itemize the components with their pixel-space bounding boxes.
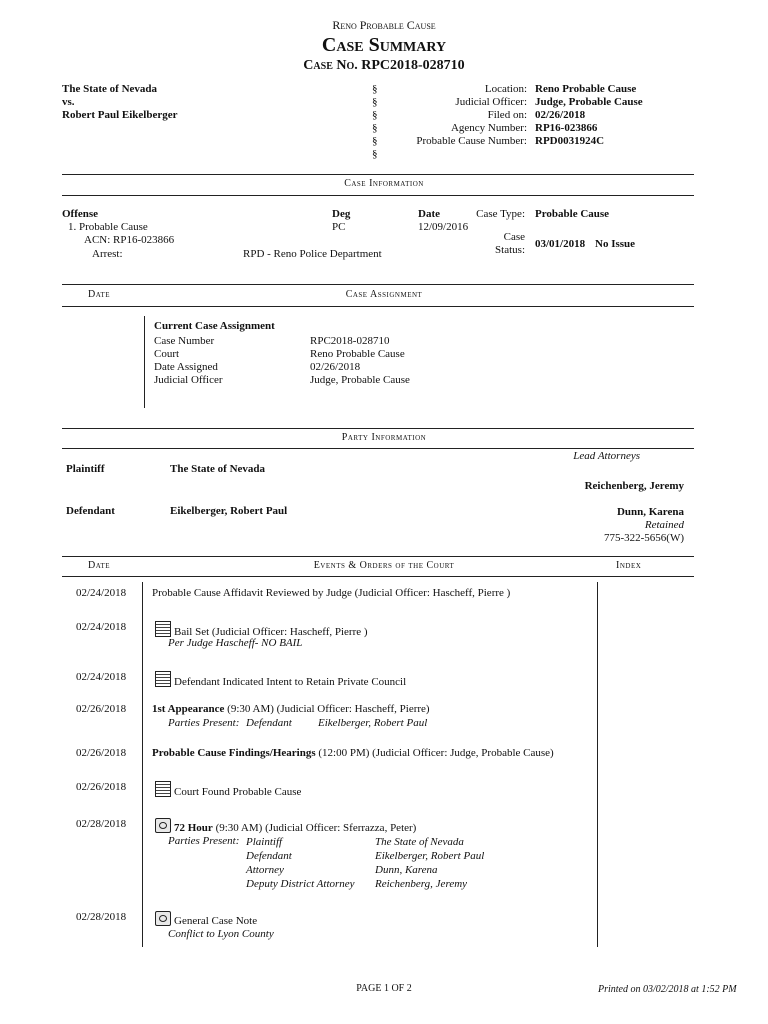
event-date: 02/24/2018 [76, 671, 127, 683]
defendant-attorney: Dunn, Karena [616, 506, 684, 518]
index-heading: Index [616, 560, 642, 571]
case-no-label: Case No. [303, 58, 358, 73]
section-mark: § [372, 148, 378, 160]
case-status-label-line: Status: [495, 244, 525, 256]
deg-value: PC [332, 221, 346, 233]
section-marks [372, 83, 378, 161]
event-text: (9:30 AM) (Judicial Officer: Sferrazza, Peter) [215, 822, 417, 834]
divider [62, 428, 694, 429]
event-party-name: Eikelberger, Robert Paul [318, 717, 428, 729]
vs-label: vs. [62, 96, 75, 108]
meta-value: Judge, Probable Cause [535, 96, 643, 108]
document-icon [155, 781, 171, 797]
assignment-title: Current Case Assignment [154, 320, 275, 332]
party-name: The State of Nevada [375, 836, 464, 848]
plaintiff-name: The State of Nevada [62, 83, 158, 95]
case-number: RPC2018-028710 [361, 58, 465, 73]
case-status-date: 03/01/2018 [535, 238, 586, 250]
plaintiff-party: The State of Nevada [170, 463, 266, 475]
defendant-party: Eikelberger, Robert Paul [170, 505, 288, 517]
offense-heading: Offense [62, 208, 99, 220]
assignment-value: Reno Probable Cause [310, 348, 405, 360]
events-left-border [142, 582, 143, 947]
event-date: 02/24/2018 [76, 587, 127, 599]
party-name: Eikelberger, Robert Paul [375, 850, 485, 862]
meta-value: RP16-023866 [535, 122, 598, 134]
event-date: 02/24/2018 [76, 621, 127, 633]
divider [62, 448, 694, 449]
assignment-label: Date Assigned [154, 361, 218, 373]
divider [62, 576, 694, 577]
case-type-label: Case Type: [476, 208, 525, 220]
court-name: Reno Probable Cause [332, 18, 436, 32]
meta-value: RPD0031924C [535, 135, 605, 147]
events-index-border [597, 582, 598, 947]
case-assignment-heading: Case Assignment [345, 289, 423, 300]
event-note: Per Judge Hascheff- NO BAIL [168, 637, 303, 649]
event-title: Probable Cause Findings/Hearings [152, 747, 316, 759]
divider [62, 284, 694, 285]
party-name: Dunn, Karena [375, 864, 438, 876]
event-text: General Case Note [174, 915, 258, 927]
meta-value: Reno Probable Cause [535, 83, 637, 95]
party-role: Defendant [246, 850, 292, 862]
case-status-label-line: Case [503, 231, 525, 243]
event-date: 02/26/2018 [76, 703, 127, 715]
case-meta-values [535, 83, 643, 148]
event-date: 02/28/2018 [76, 911, 127, 923]
event-line [152, 703, 430, 715]
event-date: 02/26/2018 [76, 747, 127, 759]
document-icon [155, 621, 171, 637]
party-role: Deputy District Attorney [246, 878, 355, 890]
event-line [155, 781, 301, 798]
event-line [152, 747, 554, 759]
acn-value: ACN: RP16-023866 [84, 234, 175, 246]
assignment-label: Case Number [154, 335, 215, 347]
meta-label: Agency Number: [450, 122, 527, 134]
section-mark: § [372, 83, 378, 95]
divider [62, 306, 694, 307]
event-note: Conflict to Lyon County [168, 928, 274, 940]
plaintiff-attorney: Reichenberg, Jeremy [584, 480, 684, 492]
attorney-phone: 775-322-5656(W) [603, 532, 684, 544]
assignment-border [144, 316, 145, 408]
meta-label: Filed on: [487, 109, 527, 121]
event-line [155, 818, 416, 834]
assignment-label: Judicial Officer [154, 374, 223, 386]
defendant-label: Defendant [66, 505, 115, 517]
event-party-roles [246, 835, 355, 891]
offense-value: 1. Probable Cause [68, 221, 148, 233]
assignment-value: 02/26/2018 [310, 361, 361, 373]
page-title: Case Summary [321, 34, 447, 56]
event-line [155, 621, 368, 638]
event-text: Probable Cause Affidavit Reviewed by Judge (Judicial Officer: Hascheff, Pierre ) [152, 587, 511, 599]
printed-timestamp: Printed on 03/02/2018 at 1:52 PM [598, 984, 737, 995]
section-mark: § [372, 135, 378, 147]
assignment-label: Court [154, 348, 180, 360]
deg-heading: Deg [332, 208, 351, 220]
page-number: PAGE 1 OF 2 [356, 983, 412, 994]
event-text: Bail Set (Judicial Officer: Hascheff, Pierre ) [174, 626, 368, 638]
party-role: Attorney [246, 864, 284, 876]
event-camera-icon [155, 911, 171, 926]
defendant-name: Robert Paul Eikelberger [62, 109, 178, 121]
offense-date: 12/09/2016 [418, 221, 469, 233]
party-role: Plaintiff [246, 836, 283, 848]
lead-attorneys-heading: Lead Attorneys [573, 450, 640, 462]
event-title: 1st Appearance [152, 703, 225, 715]
event-parties-label: Parties Present: [168, 835, 240, 847]
divider [62, 174, 694, 175]
date-heading: Date [418, 208, 440, 220]
event-text: (9:30 AM) (Judicial Officer: Hascheff, Pierre) [227, 703, 430, 715]
event-party-names [375, 835, 484, 891]
event-line [155, 911, 257, 927]
event-title: 72 Hour [174, 822, 213, 834]
defendant-attorney-block [520, 506, 684, 545]
plaintiff-label: Plaintiff [66, 463, 105, 475]
divider [62, 556, 694, 557]
case-number-line [0, 58, 768, 74]
section-mark: § [372, 109, 378, 121]
event-date: 02/28/2018 [76, 818, 127, 830]
assignment-values [310, 335, 410, 387]
arrest-value: RPD - Reno Police Department [243, 248, 382, 260]
party-information-heading: Party Information [341, 432, 427, 443]
event-camera-icon [155, 818, 171, 833]
divider [62, 195, 694, 196]
date-column-heading: Date [88, 289, 111, 300]
meta-label: Judicial Officer: [455, 96, 527, 108]
meta-label: Location: [484, 83, 527, 95]
assignment-value: RPC2018-028710 [310, 335, 390, 347]
retained-label: Retained [644, 519, 684, 531]
meta-value: 02/26/2018 [535, 109, 586, 121]
party-name: Reichenberg, Jeremy [375, 878, 468, 890]
case-status-value: No Issue [595, 238, 636, 250]
section-mark: § [372, 96, 378, 108]
case-information-heading: Case Information [344, 178, 424, 189]
event-line [155, 671, 406, 688]
events-heading: Events & Orders of the Court [313, 560, 455, 571]
arrest-label: Arrest: [92, 248, 123, 260]
event-party-role: Defendant [246, 717, 292, 729]
case-meta-labels [395, 83, 527, 148]
parties-block [62, 83, 177, 122]
event-date: 02/26/2018 [76, 781, 127, 793]
event-text: (12:00 PM) (Judicial Officer: Judge, Probable Cause) [318, 747, 554, 759]
case-status-label [455, 231, 525, 257]
case-type-value: Probable Cause [535, 208, 610, 220]
document-icon [155, 671, 171, 687]
assignment-value: Judge, Probable Cause [310, 374, 410, 386]
events-date-heading: Date [88, 560, 111, 571]
meta-label: Probable Cause Number: [416, 135, 527, 147]
event-text: Defendant Indicated Intent to Retain Private Council [174, 676, 407, 688]
assignment-labels [154, 335, 223, 387]
event-parties-label: Parties Present: [168, 717, 240, 729]
section-mark: § [372, 122, 378, 134]
event-text: Court Found Probable Cause [174, 786, 302, 798]
